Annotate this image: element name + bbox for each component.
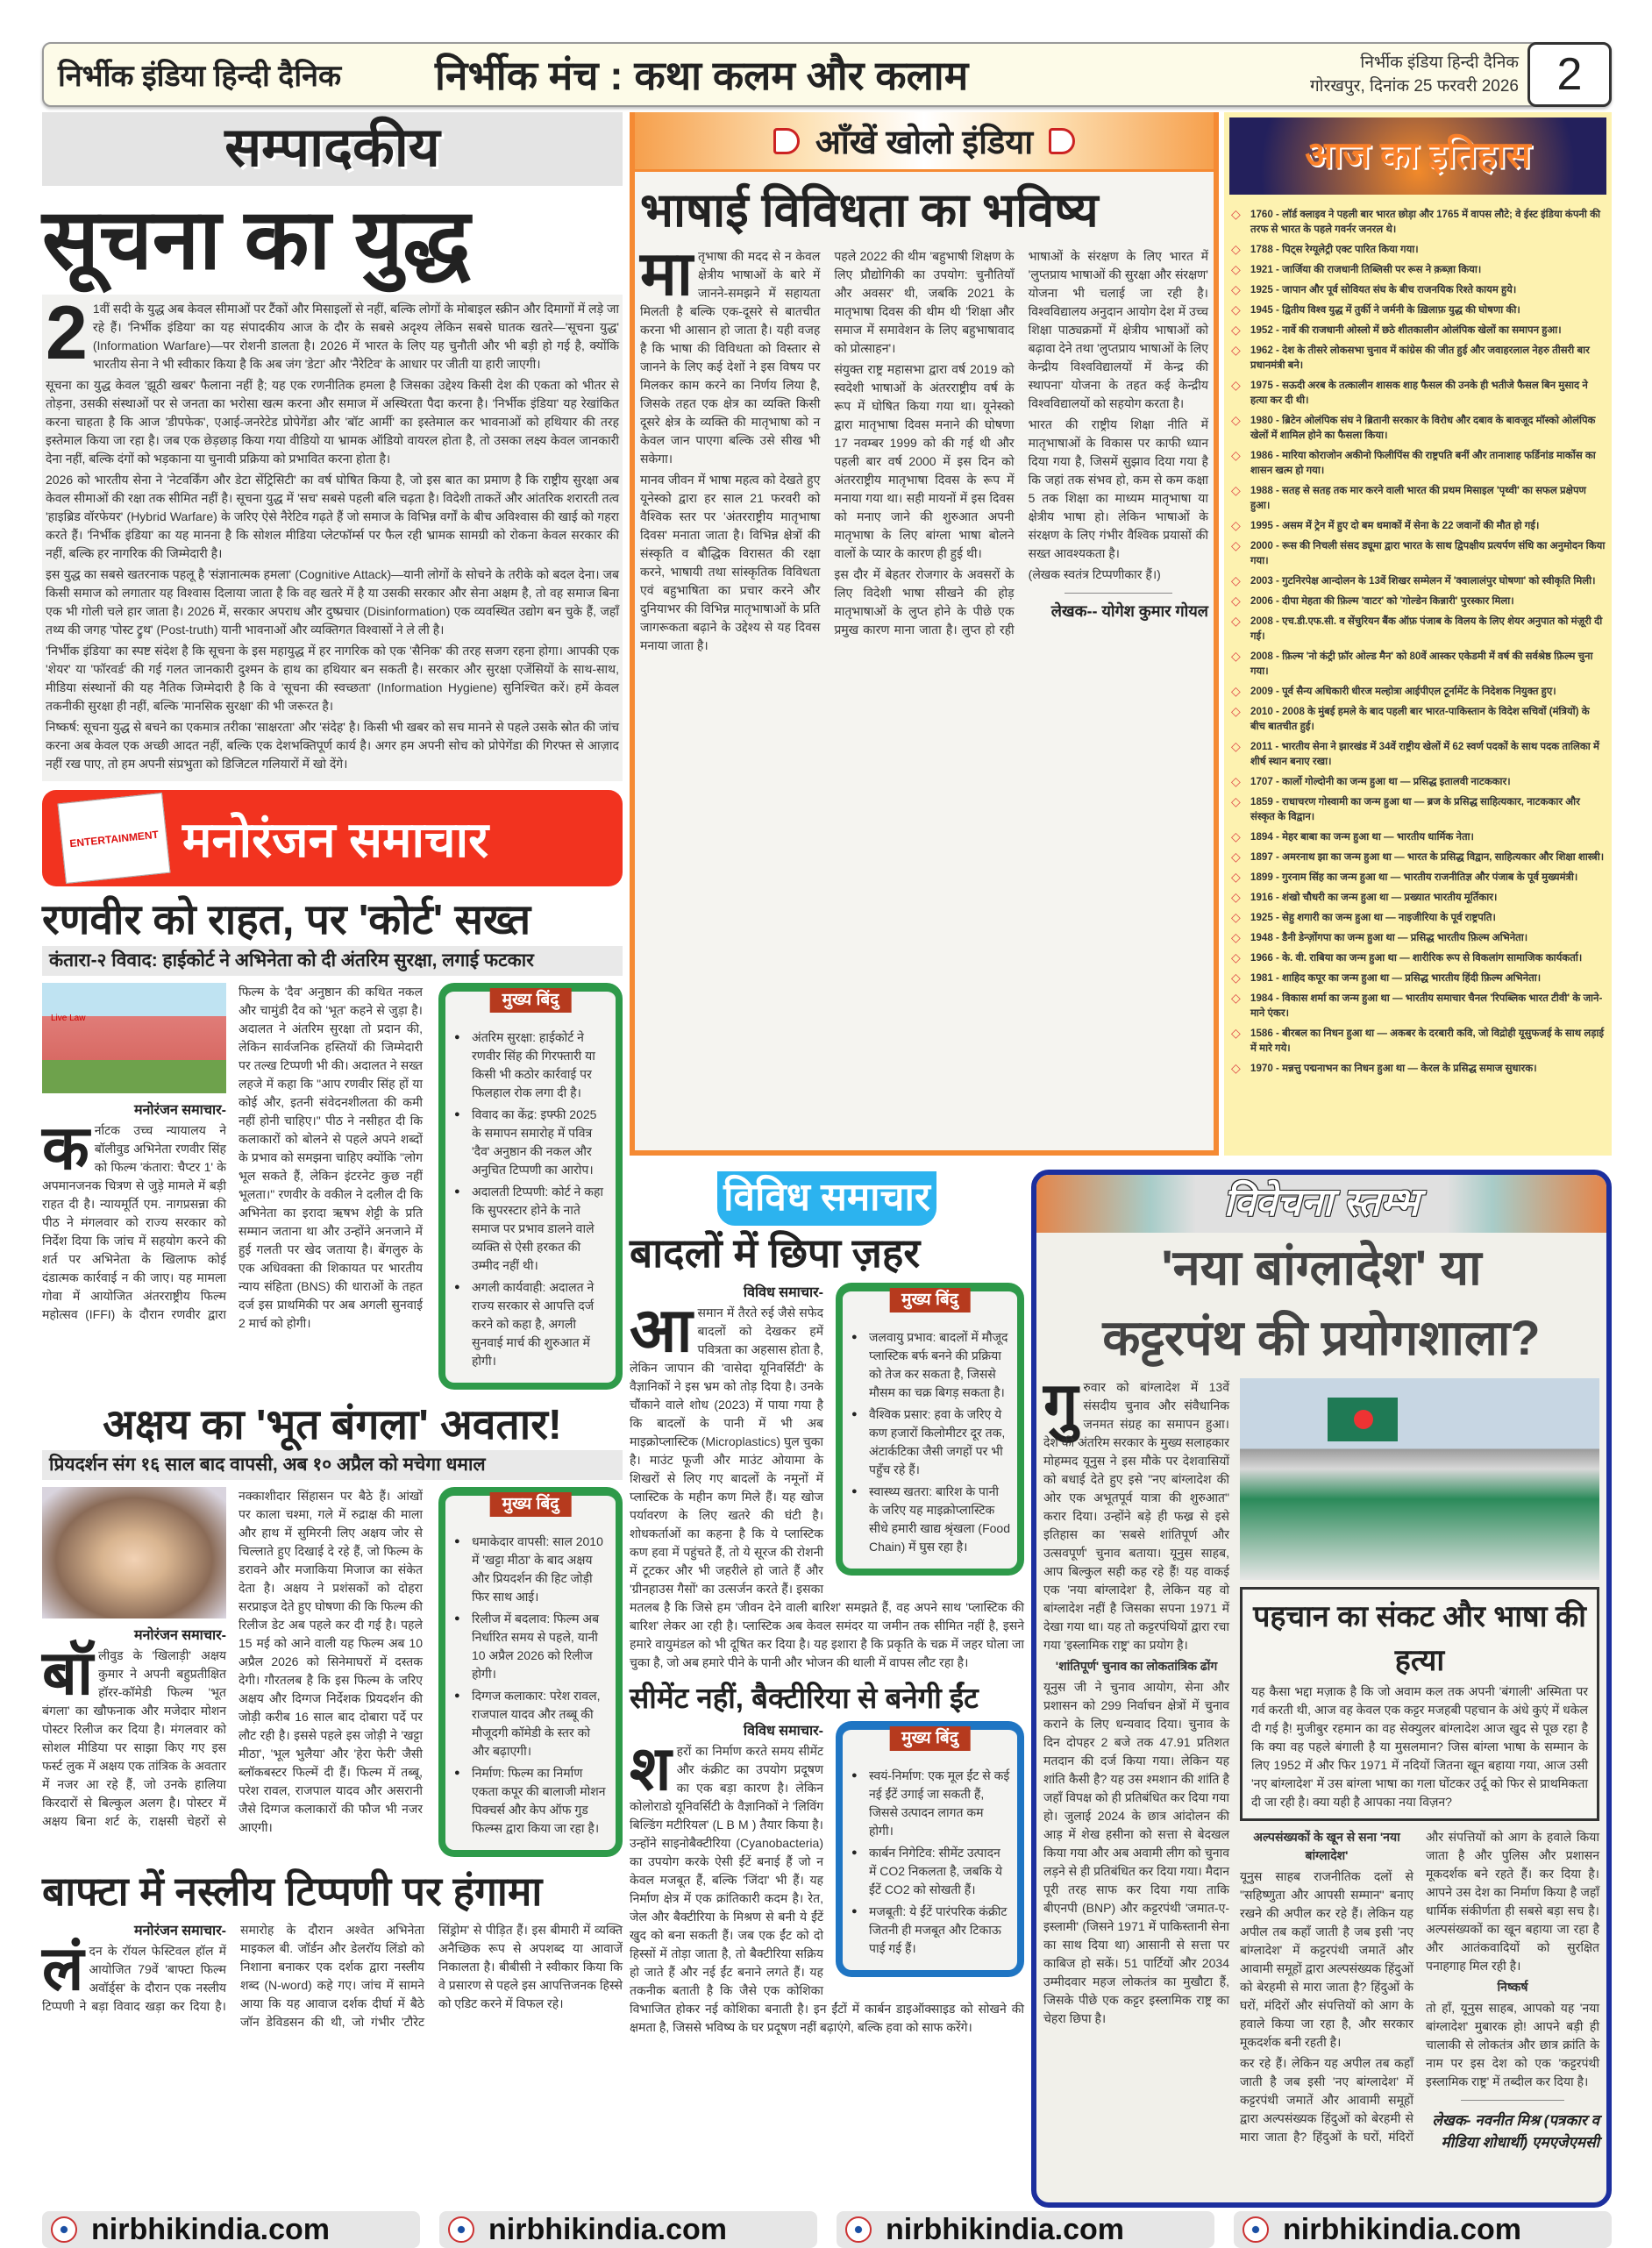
list-item: ◇ 1788 - पिट्स रेग्यूलेट्री एक्ट पारित किया गया। (1229, 242, 1606, 257)
paragraph: इस दौर में बेहतर रोजगार के अवसरों के लिए विदेशी भाषा सीखने की होड़ मातृभाषाओं के लुप्त होने के पीछे एक प्रमुख कारण माना जाता है। लुप्त हो रही भाषाओं के संरक्षण के लिए भारत में 'लुप्तप्राय भाषाओं की सुरक्षा और संरक्षण' योजना भी चलाई जा रही है। विश्वविद्यालय अनुदान आयोग देश में उच्च शिक्षा पाठ्यक्रमों में क्षेत्रीय भाषाओं को बढ़ावा देने तथा 'लुप्तप्राय भाषाओं के लिए केन्द्रीय विश्वविद्यालयों में केन्द्र की स्थापना' योजना के तहत कई केन्द्रीय विश्वविद्यालयों को सहयोग करता है। (834, 249, 1208, 637)
list-item: ● दिग्गज कलाकार: परेश रावल, राजपाल यादव और तब्बू की मौजूदगी कॉमेडी के स्तर को और बढ़ाएगी। (452, 1687, 609, 1761)
paragraph: मानव जीवन में भाषा महत्व को देखते हुए यूनेस्को द्वारा हर साल 21 फरवरी को वैश्विक स्तर पर 'अंतरराष्ट्रीय मातृभाषा दिवस' मनाता जाता है। विभिन्न क्षेत्रों की संस्कृति व बौद्धिक विरासत की रक्षा करने, भाषायी तथा सांस्कृतिक विविधता एवं बहुभाषिता का प्रचार करने और दुनियाभर की विभिन्न मातृभाषाओं के प्रति जागरूकता बढ़ाने के उद्देश्य से यह दिवस मनाया जाता है। (640, 473, 821, 652)
opinion-headline: भाषाई विविधता का भविष्य (640, 184, 1099, 237)
opinion-body (640, 239, 1208, 655)
paragraph: पहले 2022 की थीम 'बहुभाषी शिक्षण के लिए प्रौद्योगिकी का उपयोग: चुनौतियाँ और अवसर' थी, जबकि 2021 के मातृभाषा दिवस की थीम थी 'शिक्षा और समाज में समावेशन के लिए बहुभाषावाद को प्रोत्साहन'। (834, 249, 1015, 355)
list-item: ◇ 1925 - जापान और पूर्व सोवियत संघ के बीच राजनयिक रिश्ते कायम हुये। (1229, 282, 1606, 297)
paragraph: रुवार को बांग्लादेश में 13वें संसदीय चुनाव और संवैधानिक जनमत संग्रह का समापन हुआ। देश की अंतरिम सरकार के मुख्य सलाहकार मोहम्मद यूनुस ने इस मौके पर देशवासियों को बधाई देते हुए इसे "नए बांग्लादेश की ओर एक अभूतपूर्व यात्रा की शुरुआत" करार दिया। उन्होंने बड़े ही फख्र से इसे इतिहास का 'सबसे शांतिपूर्ण और उत्सवपूर्ण' चुनाव बताया। यूनुस साहब, आप बिल्कुल सही कह रहे हैं! यह वाकई एक 'नया बांग्लादेश' है, लेकिन यह वो बांग्लादेश नहीं है जिसका सपना 1971 में देखा गया था। यह तो कट्टरपंथियों द्वारा रचा गया 'इस्लामिक राष्ट्र' का प्रयोग है। (1043, 1380, 1229, 1652)
list-item: ◇ 1986 - मारिया कोराजोन अकीनो फिलीपिंस की राष्ट्रपति बनीं और तानाशाह फर्डिनांड मार्कोस का शासन खत्म हो गया। (1229, 448, 1606, 478)
misc-section (630, 1170, 1024, 2208)
article-body (42, 983, 423, 1333)
ranveer-court-photo (42, 983, 226, 1093)
paper-name: निर्भीक इंडिया हिन्दी दैनिक (58, 60, 342, 93)
list-item: ● निर्माण: फिल्म का निर्माण एकता कपूर की बालाजी मोशन पिक्चर्स और केप ऑफ गुड फिल्म्स द्वारा किया जा रहा है। (452, 1764, 609, 1838)
list-item: ◇ 1921 - जार्जिया की राजधानी तिब्लिसी पर रूस ने क़ब्ज़ा किया। (1229, 262, 1606, 277)
subheading: अल्पसंख्यकों के खून से सना 'नया बांग्लादेश' (1253, 1830, 1400, 1862)
dropcap: गु (1043, 1370, 1079, 1439)
list-item: ◇ 1925 - सेहु शगारी का जन्म हुआ था — नाइजीरिया के पूर्व राष्ट्रपति। (1229, 910, 1606, 925)
article-headline: बाफ्टा में नस्लीय टिप्पणी पर हंगामा (42, 1868, 543, 1915)
vivechana-title: विवेचना स्तम्भ (1223, 1181, 1420, 1224)
paragraph: इस युद्ध का सबसे खतरनाक पहलू है 'संज्ञानात्मक हमला' (Cognitive Attack)—यानी लोगों के सोचने के तरीके को बदल देना। जब किसी समाज को लगातार यह विश्वास दिलाया जाता है कि वह खतरे में है या उसकी सरकार और सेना अक्षम है, तो वह समाज बिना एक भी गोली चले हार जाता है। 2026 में, सरकार अपराध और दुष्प्रचार (Disinformation) एक व्यवस्थित उद्योग बन चुके हैं, जहाँ तथ्य की जगह 'पोस्ट ट्रुथ' (Post-truth) यानी भावनाओं और व्यक्तिगत विश्वासों ने ले ली है। (46, 567, 619, 637)
vivechana-body (1036, 1370, 1606, 2153)
history-banner (1229, 117, 1606, 195)
vivechana-banner (1036, 1175, 1606, 1233)
list-item: ◇ 2006 - दीपा मेहता की फ़िल्म 'वाटर' को 'गोल्डेन किन्नारी' पुरस्कार मिला। (1229, 594, 1606, 608)
list-item: ◇ 1894 - मेहर बाबा का जन्म हुआ था — भारतीय धार्मिक नेता। (1229, 829, 1606, 844)
paragraph: संयुक्त राष्ट्र महासभा द्वारा वर्ष 2019 को स्वदेशी भाषाओं के अंतरराष्ट्रीय वर्ष के रूप में घोषित किया गया था। यूनेस्को द्वारा मातृभाषा दिवस मनाने की घोषणा 17 नवम्बर 1999 को की गई थी और पहली बार वर्ष 2000 में इस दिन को अंतरराष्ट्रीय मातृभाषा दिवस के रूप में मनाया गया था। सही मायनों में इस दिवस को मनाए जाने की शुरुआत अपनी मातृभाषा के लिए बांग्ला भाषा बोलने वालों के प्यार के कारण ही हुई थी। (834, 362, 1015, 560)
right-region (630, 112, 1612, 2208)
vivechana-section (1031, 1170, 1612, 2208)
key-points-list (850, 1328, 1010, 1556)
opinion-section (630, 112, 1219, 1156)
article-dateline: मनोरंजन समाचार- (133, 1102, 226, 1118)
article-headline: अक्षय का 'भूत बंगला' अवतार! (103, 1401, 562, 1448)
list-item: ● अंतरिम सुरक्षा: हाईकोर्ट ने रणवीर सिंह की गिरफ्तारी या किसी भी कठोर कार्रवाई पर फिलहाल रोक लगा दी है। (452, 1028, 609, 1102)
upper-row (630, 112, 1612, 1156)
key-points-list (452, 1533, 609, 1838)
list-item: ● धमाकेदार वापसी: साल 2010 में 'खट्टा मीठा' के बाद अक्षय और प्रियदर्शन की हिट जोड़ी फिर साथ आई। (452, 1533, 609, 1606)
footer-site: nirbhikindia.com (91, 2213, 331, 2246)
list-item: ◇ 1975 - सऊदी अरब के तत्कालीन शासक शाह फैसल की उनके ही भतीजे फैसल बिन मुसाद ने हत्या कर दी थी। (1229, 378, 1606, 408)
list-item: ● वैश्विक प्रसार: हवा के जरिए ये कण हजारों किलोमीटर दूर तक, अंटार्कटिका जैसी जगहों पर भी पहुँच रहे हैं। (850, 1405, 1010, 1479)
misc-article-body (630, 1283, 1024, 1672)
history-title: आज का इतिहास (1305, 134, 1531, 175)
editorial-body (42, 291, 623, 781)
opinion-paragraphs (640, 239, 1208, 655)
misc-article-body (630, 1721, 1024, 2037)
list-item: ◇ 1586 - बीरबल का निधन हुआ था — अकबर के दरबारी कवि, जो विद्रोही यूसुफजई के साथ लड़ाई में मारे गये। (1229, 1026, 1606, 1056)
list-item: ● अगली कार्यवाही: अदालत ने राज्य सरकार से आपत्ति दर्ज करने को कहा है, अगली सुनवाई मार्च की शुरुआत में होगी। (452, 1278, 609, 1370)
list-item: ● कार्बन निगेटिव: सीमेंट उत्पादन में CO2 निकलता है, जबकि ये ईंटें CO2 को सोखती हैं। (850, 1844, 1010, 1899)
right-paper-name: निर्भीक इंडिया हिन्दी दैनिक (1360, 53, 1519, 72)
list-item: ◇ 1859 - राधाचरण गोस्वामी का जन्म हुआ था — ब्रज के प्रसिद्ध साहित्यकार, नाटककार और संस्कृत के विद्वान। (1229, 794, 1606, 824)
key-points-title: मुख्य बिंदु (889, 1726, 971, 1751)
list-item: ◇ 1916 - शंखो चौधरी का जन्म हुआ था — प्रख्यात भारतीय मूर्तिकार। (1229, 890, 1606, 905)
paragraph: 2026 को भारतीय सेना ने 'नेटवर्किंग और डेटा सेंट्रिसिटी' का वर्ष घोषित किया है, जो इस बात का प्रमाण है कि राष्ट्रीय सुरक्षा अब केवल सीमाओं की रक्षा तक सीमित नहीं है। सूचना युद्ध में 'सच' सबसे पहली बलि चढ़ता है। विदेशी ताकतें और आंतरिक शरारती तत्व 'हाइब्रिड वॉरफेयर' (Hybrid Warfare) के जरिए ऐसे नैरेटिव गढ़ते हैं जो समाज के विभिन्न वर्गों के बीच अविश्वास की खाई को गहरा करते हैं। 'निर्भीक इंडिया' का यह मानना है कि सोशल मीडिया प्लेटफॉर्म्स पर फैल रही भ्रामक सामग्री को रोकना केवल सरकार की नहीं, बल्कि हर नागरिक की जिम्मेदारी है। (46, 473, 619, 560)
dropcap: क (42, 1113, 89, 1182)
key-points-box (836, 1721, 1024, 1977)
list-item: ◇ 1984 - विकास शर्मा का जन्म हुआ था — भारतीय समाचार चैनल 'रिपब्लिक भारत टीवी' के जाने-माने एंकर। (1229, 991, 1606, 1021)
misc-headline: सीमेंट नहीं, बैक्टीरिया से बनेगी ईंट (630, 1682, 979, 1715)
article-text: र्नाटक उच्च न्यायालय ने बॉलीवुड अभिनेता रणवीर सिंह को फिल्म 'कंतारा: चैप्टर 1' के अपमानजनक चित्रण से जुड़े मामले में बड़ी राहत दी है। न्यायमूर्ति एम. नागप्रसन्ना की पीठ ने मंगलवार को राज्य सरकार को निर्देश दिया कि जांच में सहयोग करने की शर्त पर अभिनेता के खिलाफ कोई दंडात्मक कार्रवाई न की जाए। यह मामला गोवा में आयोजित अंतरराष्ट्रीय फिल्म महोत्सव (IFFI) के दौरान रणवीर द्वारा फिल्म के 'दैव' अनुष्ठान की कथित नकल और चामुंडी दैव को 'भूत' कहने से जुड़ा है। अदालत ने अंतरिम सुरक्षा तो प्रदान की, लेकिन सार्वजनिक हस्तियों की जिम्मेदारी पर तल्ख टिप्पणी भी की। अदालत ने सख्त लहजे में कहा कि "आप रणवीर सिंह हों या कोई और, इतनी संवेदनशीलता की कमी नहीं होनी चाहिए।" पीठ ने नसीहत दी कि कलाकारों को बोलने से पहले अपने शब्दों के प्रभाव को समझना चाहिए क्योंकि "लोग भूल सकते हैं, लेकिन इंटरनेट कुछ नहीं भूलता।" रणवीर के वकील ने दलील दी कि अभिनेता का इरादा ऋषभ शेट्टी के प्रति सम्मान जताना था और उन्होंने अनजाने में हुई गलती पर खेद जताया है। बेंगलुरु के एक अधिवक्ता की शिकायत पर भारतीय न्याय संहिता (BNS) की धाराओं के तहत दर्ज इस प्राथमिकी पर अब अगली सुनवाई 2 मार्च को होगी। (42, 984, 423, 1330)
vivechana-headline-2: कट्टरपंथ की प्रयोगशाला? (1102, 1310, 1541, 1365)
list-item: ◇ 1981 - शाहिद कपूर का जन्म हुआ था — प्रसिद्ध भारतीय हिंदी फ़िल्म अभिनेता। (1229, 971, 1606, 985)
misc-banner: विविध समाचार (717, 1171, 936, 1226)
key-points-title: मुख्य बिंदु (889, 1288, 971, 1313)
footer-site: nirbhikindia.com (1283, 2213, 1522, 2246)
identity-crisis-box (1240, 1587, 1599, 1821)
list-item: ◇ 2010 - 2008 के मुंबई हमले के बाद पहली बार भारत-पाकिस्तान के विदेश सचिवों (मंत्रियों) के बीच बातचीत हुई। (1229, 704, 1606, 734)
paragraph: तो हाँ, यूनुस साहब, आपको यह 'नया बांग्लादेश' मुबारक हो! आपने बड़ी ही चालाकी से लोकतंत्र और छात्र क्रांति के नाम पर इस देश को एक 'कट्टरपंथी इस्लामिक राष्ट्र' में तब्दील कर दिया है। (1426, 2001, 1599, 2088)
list-item: ● स्वयं-निर्माण: एक मूल ईंट से कई नई ईंटें उगाई जा सकती हैं, जिससे उत्पादन लागत कम होगी। (850, 1767, 1010, 1840)
list-item: ◇ 1945 - द्वितीय विश्व युद्ध में तुर्की ने जर्मनी के ख़िलाफ़ युद्ध की घोषणा की। (1229, 302, 1606, 317)
list-item: ◇ 2008 - फ़िल्म 'नो कंट्री फ़ॉर ओल्ड मैन' को 80वें आस्कर एकेडमी में वर्ष की सर्वश्रेष्ठ फ़िल्म चुना गया। (1229, 649, 1606, 679)
subheading: 'शांतिपूर्ण' चुनाव का लोकतांत्रिक ढोंग (1055, 1659, 1218, 1673)
paragraph: कर रहे हैं। लेकिन यह अपील तब कहाँ जाती है जब इसी 'नए बांग्लादेश' में कट्टरपंथी जमातें और आवामी समूहों द्वारा अल्पसंख्यक हिंदुओं को बेरहमी से मारा जाता है? हिंदुओं के घरों, मंदिरों और संपत्तियों को आग के हवाले किया जाता है और पुलिस और प्रशासन मूकदर्शक बने रहते हैं। कर दिया है। आपने उस देश का निर्माण किया है जहाँ धार्मिक संकीर्णता ही सबसे बड़ा सच है। अल्पसंख्यकों का खून बहाया जा रहा है और आतंकवादियों को सुरक्षित पनाहगाह मिल रही है। (1240, 1830, 1599, 2144)
list-item: ◇ 2000 - रूस की निचली संसद ड्यूमा द्वारा भारत के साथ द्विपक्षीय प्रत्यर्पण संधि का अनुमोदन किया गया। (1229, 538, 1606, 568)
paragraph: यूनुस जी ने चुनाव आयोग, सेना और प्रशासन को 299 निर्वाचन क्षेत्रों में चुनाव कराने के लिए धन्यवाद दिया। चुनाव के दिन दोपहर 2 बजे तक 47.91 प्रतिशत मतदान की दर्ज किया गया। लेकिन यह शांति कैसी है? यह उस श्मशान की शांति है जहाँ विपक्ष को ही प्रतिबंधित कर दिया गया हो। जुलाई 2024 के छात्र आंदोलन की आड़ में शेख हसीना को सत्ता से बेदखल किया गया और अब अवामी लीग को चुनाव लड़ने से ही प्रतिबंधित कर दिया गया। मैदान पूरी तरह साफ कर दिया गया ताकि बीएनपी (BNP) और कट्टरपंथी 'जमात-ए-इस्लामी' (जिसने 1971 में पाकिस्तानी सेना का साथ दिया था) आसानी से सत्ता पर काबिज हो सकें। 51 पार्टियों और 2034 उम्मीदवार महज लोकतंत्र का मुखौटा हैं, जिसके पीछे एक कट्टर इस्लामिक राष्ट्र का चेहरा छिपा है। (1043, 1680, 1229, 2025)
list-item: ◇ 1970 - मन्नत्तु पद्मनाभन का निधन हुआ था — केरल के प्रसिद्ध समाज सुधारक। (1229, 1061, 1606, 1076)
vivechana-columns (1240, 1828, 1599, 2153)
paragraph: 'निर्भीक इंडिया' का स्पष्ट संदेश है कि सूचना के इस महायुद्ध में हर नागरिक को एक 'सैनिक' की तरह सजग रहना होगा। आपकी एक 'शेयर' या 'फॉरवर्ड' की गई गलत जानकारी दुश्मन के हाथ का हथियार बन सकती है। सरकार और सुरक्षा एजेंसियों के साथ-साथ, मीडिया संस्थानों की यह नैतिक जिम्मेदारी है कि वे 'सूचना की स्वच्छता' (Information Hygiene) सुनिश्चित करें। हमें केवल तकनीकी सुरक्षा ही नहीं, बल्कि 'मानसिक सुरक्षा' की भी जरूरत है। (46, 644, 619, 713)
left-column (42, 112, 623, 2208)
divider (1461, 2100, 1565, 2101)
article-subhead: प्रियदर्शन संग १६ साल बाद वापसी, अब १० अप्रैल को मचेगा धमाल (42, 1450, 623, 1480)
article-dateline: विविध समाचार- (743, 1285, 823, 1301)
article-dateline: मनोरंजन समाचार- (133, 1628, 226, 1644)
paragraph: तृभाषा की मदद से न केवल क्षेत्रीय भाषाओं के बारे में जानने-समझने में सहायता मिलती है बल्कि एक-दूसरे से बातचीत करना भी आसान हो जाता है। यही वजह है कि भाषा की विविधता को विस्तार से जानने के लिए कई देशों ने इस विषय पर मिलकर काम करने का निर्णय लिया है, जिसके तहत एक क्षेत्र का व्यक्ति किसी दूसरे क्षेत्र के व्यक्ति की मातृभाषा को न केवल जान पाएगा बल्कि उसे सीख भी सकेगा। (640, 249, 821, 466)
footer-site-link[interactable] (42, 2211, 420, 2248)
article-row (42, 983, 623, 1390)
box-headline: पहचान का संकट और भाषा की हत्या (1253, 1600, 1586, 1677)
key-points-list (452, 1028, 609, 1370)
editorial-paragraphs (46, 291, 619, 773)
vivechana-author: लेखक- नवनीत मिश्र (पत्रकार व मीडिया शोधार्थी) एमएजेएमसी (1432, 2112, 1599, 2151)
list-item: ◇ 2003 - गुटनिरपेक्ष आन्दोलन के 13वें शिखर सम्मेलन में 'क्वालालंपुर घोषणा' को स्वीकृति मिली। (1229, 573, 1606, 588)
dropcap: लं (42, 1934, 84, 2003)
list-item: ◇ 1966 - के. वी. राबिया का जन्म हुआ था — शारीरिक रूप से विकलांग सामाजिक कार्यकर्ता। (1229, 950, 1606, 965)
akshay-poster-photo (42, 1487, 226, 1618)
paragraph: (लेखक स्वतंत्र टिप्पणीकार हैं।) (1028, 567, 1161, 581)
list-item: ◇ 1980 - ब्रिटेन ओलंपिक संघ ने ब्रितानी सरकार के विरोध और दबाव के बावजूद मॉस्को ओलंपिक खेलों में शामिल होने का फैसला किया। (1229, 413, 1606, 443)
article-body (42, 1921, 623, 2031)
footer-site-link[interactable] (439, 2211, 817, 2248)
masthead (42, 42, 1612, 107)
list-item: ◇ 1988 - सतह से सतह तक मार करने वाली भारत की प्रथम मिसाइल 'पृथ्वी' का सफल प्रक्षेपण हुआ। (1229, 483, 1606, 513)
list-item: ◇ 2009 - पूर्व सैन्य अधिकारी धीरज मल्होत्रा आईपीएल टूर्नामेंट के निदेशक नियुक्त हुए। (1229, 684, 1606, 699)
article-row (42, 1487, 623, 1857)
list-item: ◇ 1760 - लॉर्ड क्लाइव ने पहली बार भारत छोड़ा और 1765 में वापस लौटे; वे ईस्ट इंडिया कंपनी की तरफ से भारत के पहले गवर्नर जनरल थे। (1229, 207, 1606, 237)
list-item: ◇ 1707 - कार्लो गोल्दोनी का जन्म हुआ था — प्रसिद्ध इतालवी नाटककार। (1229, 774, 1606, 789)
editorial-headline: सूचना का युद्ध (42, 193, 471, 287)
list-item: ◇ 2008 - एच.डी.एफ.सी. व सेंचुरियन बैंक ऑफ़ पंजाब के विलय के लिए शेयर अनुपात को मंज़ूरी दी गई। (1229, 614, 1606, 644)
photo-watermark: Live Law (51, 1013, 86, 1023)
paragraph: भारत की राष्ट्रीय शिक्षा नीति में मातृभाषाओं के विकास पर काफी ध्यान दिया गया है, जिसमें सुझाव दिया गया है कि जहां तक संभव हो, कम से कम कक्षा 5 तक शिक्षा का माध्यम मातृभाषा या क्षेत्रीय भाषा हो। लेकिन भाषाओं के संरक्षण के लिए गंभीर वैश्विक प्रयासों की सख्त आवश्यकता है। (1028, 417, 1208, 560)
list-item: ● स्वास्थ्य खतरा: बारिश के पानी के जरिए यह माइक्रोप्लास्टिक सीधे हमारी खाद्य श्रृंखला (Food Chain) में घुस रहा है। (850, 1483, 1010, 1556)
list-item: ◇ 1899 - गुरनाम सिंह का जन्म हुआ था — भारतीय राजनीतिज्ञ और पंजाब के पूर्व मुख्यमंत्री। (1229, 870, 1606, 885)
paragraph: यूनुस साहब राजनीतिक दलों से "सहिष्णुता और आपसी सम्मान" बनाए रखने की अपील कर रहे हैं। लेकिन यह अपील तब कहाँ जाती है जब इसी 'नए बांग्लादेश' में कट्टरपंथी जमातें और आवामी समूहों द्वारा अल्पसंख्यक हिंदुओं को बेरहमी से मारा जाता है? हिंदुओं के घरों, मंदिरों और संपत्तियों को आग के हवाले किया जा रहा है, और सरकार मूकदर्शक बनी रहती है। (1240, 1869, 1413, 2049)
paragraph: निष्कर्ष: सूचना युद्ध से बचने का एकमात्र तरीका 'साक्षरता' और 'संदेह' है। किसी भी खबर को सच मानने से पहले उसके स्रोत की जांच करना अब केवल एक अच्छी आदत नहीं, बल्कि एक देशभक्तिपूर्ण कार्य है। अगर हम अपनी सोच को प्रोपेगेंडा की गिरफ्त से आज़ाद नहीं रख पाए, तो हम अपनी संप्रभुता को डिजिटल गलियारों में खो देंगे। (46, 720, 619, 771)
paragraph: 1वीं सदी के युद्ध अब केवल सीमाओं पर टैंकों और मिसाइलों से नहीं, बल्कि लोगों के मोबाइल स्क्रीन और दिमागों में लड़े जा रहे हैं। 'निर्भीक इंडिया' का यह संपादकीय आज के दौर के सबसे अदृश्य लेकिन सबसे घातक खतरे—'सूचना युद्ध' (Information Warfare)—पर रोशनी डालता है। 2026 में भारत के लिए यह चुनौती और भी बड़ी हो गई है, क्योंकि भारतीय सेना ने भी स्वीकार किया है कि अब जंग 'डेटा' और 'नैरेटिव' के आधार पर जीती या हारी जाएगी। (92, 302, 619, 371)
page-title: निर्भीक मंच : कथा कलम और कलाम (435, 53, 969, 98)
footer-site-link[interactable] (1234, 2211, 1612, 2248)
vivechana-headline-1: 'नया बांग्लादेश' या (1161, 1240, 1482, 1295)
article-text: दन के रॉयल फेस्टिवल हॉल में आयोजित 79वें 'बाफ्टा फिल्म अवॉर्ड्स' के दौरान एक नस्लीय टिप्पणी ने बड़ा विवाद खड़ा कर दिया है। समारोह के दौरान अश्वेत अभिनेता माइकल बी. जॉर्डन और डेलरॉय लिंडो को निशाना बनाकर एक दर्शक द्वारा नस्लीय शब्द (N-word) कहे गए। जांच में सामने आया कि यह आवाज दर्शक दीर्घा में बैठे जॉन डेविडसन की थी, जो गंभीर 'टौरेट सिंड्रोम' से पीड़ित हैं। इस बीमारी में व्यक्ति अनैच्छिक रूप से अपशब्द या आवाजें निकालता है। बीबीसी ने स्वीकार किया कि वे प्रसारण से पहले इस आपत्तिजनक हिस्से को एडिट करने में विफल रहे। (42, 1923, 623, 2030)
list-item: ● अदालती टिप्पणी: कोर्ट ने कहा कि सुपरस्टार होने के नाते समाज पर प्रभाव डालने वाले व्यक्ति से ऐसी हरकत की उम्मीद नहीं थी। (452, 1183, 609, 1275)
key-points-list (850, 1767, 1010, 1958)
entertainment-logo: ENTERTAINMENT (58, 793, 171, 884)
megaphone-icon (773, 128, 800, 154)
opinion-banner-title: आँखें खोलो इंडिया (815, 124, 1034, 161)
vivechana-column-1 (1043, 1370, 1229, 2153)
key-points-box (438, 983, 623, 1390)
misc-headline: बादलों में छिपा ज़हर (630, 1230, 921, 1276)
list-item: ◇ 1995 - असम में ट्रेन में हुए दो बम धमाकों में सेना के 22 जवानों की मौत हो गई। (1229, 518, 1606, 533)
masthead-info (1310, 51, 1519, 98)
list-item: ◇ 1948 - डैनी डेन्ज़ोंगपा का जन्म हुआ था — प्रसिद्ध भारतीय फ़िल्म अभिनेता। (1229, 930, 1606, 945)
dropcap: मा (640, 239, 693, 308)
paragraph: सूचना का युद्ध केवल 'झूठी खबर' फैलाना नहीं है; यह एक रणनीतिक हमला है जिसका उद्देश्य किसी देश की एकता को भीतर से तोड़ना, उसकी संस्थाओं पर से जनता का भरोसा खत्म करना और समाज में अस्थिरता पैदा करना है। 'निर्भीक इंडिया' यह रेखांकित करना चाहता है कि आज 'डीपफेक', एआई-जनरेटेड प्रोपेगेंडा और 'बॉट आर्मी' का इस्तेमाल कर भावनाओं को हथियार की तरह इस्तेमाल किया जा रहा है। जब एक छेड़छाड़ किया गया वीडियो या भ्रामक ऑडियो वायरल होता है, तो उसका लक्ष्य केवल जानकारी देना नहीं, बल्कि दंगों को भड़काना या चुनावी प्रक्रिया को प्रभावित करना होता है। (46, 378, 619, 466)
entertainment-banner (42, 790, 623, 886)
footer (42, 2211, 1612, 2248)
article-text: लीवुड के 'खिलाड़ी' अक्षय कुमार ने अपनी बहुप्रतीक्षित हॉरर-कॉमेडी फिल्म 'भूत बंगला' का खौफनाक और मजेदार मोशन पोस्टर रिलीज कर दिया है। मंगलवार को सोशल मीडिया पर साझा किए गए इस फर्स्ट लुक में अक्षय एक तांत्रिक के अवतार में नजर आ रहे हैं, जो उनके हालिया किरदारों से बिल्कुल अलग है। पोस्टर में अक्षय बिना शर्ट के, राक्षसी चेहरों से नक्काशीदार सिंहासन पर बैठे हैं। आंखों पर काला चश्मा, गले में रुद्राक्ष की माला और हाथ में सुमिरनी लिए अक्षय जोर से चिल्लाते हुए दिखाई दे रहे हैं, जो फिल्म के डरावने और मजाकिया मिजाज का संकेत देता है। अक्षय ने प्रशंसकों को दोहरा सरप्राइज देते हुए घोषणा की कि फिल्म की रिलीज डेट अब पहले कर दी गई है। पहले 15 मई को आने वाली यह फिल्म अब 10 अप्रैल 2026 को सिनेमाघरों में दस्तक देगी। गौरतलब है कि इस फिल्म के जरिए अक्षय और दिग्गज निर्देशक प्रियदर्शन की जोड़ी करीब 16 साल बाद दोबारा पर्दे पर लौट रही है। इससे पहले इस जोड़ी ने 'खट्टा मीठा', 'भूल भुलैया' और 'हेरा फेरी' जैसी ब्लॉकबस्टर फिल्में दी हैं। फिल्म में तब्बू, परेश रावल, राजपाल यादव और असरानी जैसे दिग्गज कलाकारों की फौज भी नजर आएगी। (42, 1489, 423, 1835)
box-text: यह कैसा भद्दा मज़ाक है कि जो अवाम कल तक अपनी 'बंगाली' अस्मिता पर गर्व करती थी, आज वह केवल एक कट्टर मजहबी पहचान के अंधे कुएं में धकेल दी गई है! मुजीबुर रहमान का वह सेक्युलर बांग्लादेश आज खुद से पूछ रहा है कि क्या वह पहले बंगाली है या मुसलमान? जिस बांग्ला भाषा के सम्मान के लिए 1952 में और फिर 1971 में नदियों जितना खून बहाया गया, आज उसी 'नए बांग्लादेश' में उस बांग्ला भाषा का गला घोंटकर उर्दू को फिर से प्राथमिकता दी जा रही है। क्या यही है आपका नया विज़न? (1251, 1684, 1588, 1809)
history-list (1229, 207, 1606, 1076)
key-points-box (836, 1283, 1024, 1576)
opinion-author: लेखक-- योगेश कुमार गोयल (1050, 602, 1208, 620)
page-body (42, 112, 1612, 2208)
key-points-title: मुख्य बिंदु (490, 988, 572, 1013)
article-body (42, 1487, 423, 1837)
article-text: हरों का निर्माण करते समय सीमेंट और कंक्रीट का उपयोग प्रदूषण का एक बड़ा कारण है। लेकिन कोलोराडो यूनिवर्सिटी के वैज्ञानिकों ने 'लिविंग बिल्डिंग मटीरियल' (L B M ) तैयार किया है। उन्होंने साइनोबैक्टीरिया (Cyanobacteria) का उपयोग करके ऐसी ईंटें बनाई हैं जो न केवल मजबूत हैं, बल्कि 'जिंदा' भी हैं। यह निर्माण क्षेत्र में एक क्रांतिकारी कदम है। रेत, जेल और बैक्टीरिया के मिश्रण से बनी ये ईंटें खुद को बना सकती हैं। जब एक ईंट को दो हिस्सों में तोड़ा जाता है, तो बैक्टीरिया सक्रिय हो जाते हैं और नई ईंट बनाने लगते हैं। यह तकनीक बताती है कि जैसे एक कोशिका विभाजित होकर नई कोशिका बनाती है। इन ईंटों में कार्बन डाइऑक्साइड को सोखने की क्षमता है, जिससे भविष्य के घर प्रदूषण नहीं बढ़ाएंगे, बल्कि हवा को साफ करेंगे। (630, 1743, 1024, 2034)
lower-row (630, 1170, 1612, 2208)
footer-site: nirbhikindia.com (886, 2213, 1125, 2246)
article-headline: रणवीर को राहत, पर 'कोर्ट' सख्त (42, 897, 531, 943)
article-dateline: मनोरंजन समाचार- (133, 1924, 226, 1939)
list-item: ● विवाद का केंद्र: इफ्फी 2025 के समापन समारोह में पवित्र 'दैव' अनुष्ठान की नकल और अनुचित टिप्पणी का आरोप। (452, 1106, 609, 1179)
article-subhead: कंतारा-२ विवाद: हाईकोर्ट ने अभिनेता को दी अंतरिम सुरक्षा, लगाई फटकार (42, 946, 623, 976)
dropcap: आ (630, 1296, 693, 1365)
footer-site: nirbhikindia.com (488, 2213, 728, 2246)
list-item: ● रिलीज में बदलाव: फिल्म अब निर्धारित समय से पहले, यानी 10 अप्रैल 2026 को रिलीज होगी। (452, 1610, 609, 1683)
list-item: ◇ 1962 - देश के तीसरे लोकसभा चुनाव में कांग्रेस की जीत हुई और जवाहरलाल नेहरु तीसरी बार प्रधानमंत्री बने। (1229, 343, 1606, 373)
list-item: ● जलवायु प्रभाव: बादलों में मौजूद प्लास्टिक बर्फ बनने की प्रक्रिया को तेज कर सकता है, जिससे मौसम का चक्र बिगड़ सकता है। (850, 1328, 1010, 1402)
megaphone-icon (1049, 128, 1075, 154)
article-dateline: विविध समाचार- (743, 1723, 823, 1739)
press-logo-icon (1243, 2216, 1269, 2243)
vivechana-right (1240, 1378, 1599, 2153)
bangladesh-flag-photo (1240, 1378, 1599, 1580)
list-item: ◇ 1952 - नार्वे की राजधानी ओस्लो में छठे शीतकालीन ओलंपिक खेलों का समापन हुआ। (1229, 323, 1606, 338)
key-points-box (438, 1487, 623, 1857)
footer-site-link[interactable] (837, 2211, 1214, 2248)
bangladesh-flag (1328, 1398, 1398, 1441)
dropcap: श (630, 1733, 672, 1803)
opinion-banner (635, 112, 1214, 172)
subheading: निष्कर्ष (1497, 1980, 1528, 1994)
dateline: गोरखपुर, दिनांक 25 फरवरी 2026 (1309, 77, 1519, 96)
press-logo-icon (51, 2216, 77, 2243)
key-points-title: मुख्य बिंदु (490, 1492, 572, 1517)
page-number: 2 (1527, 42, 1612, 107)
list-item: ◇ 2011 - भारतीय सेना ने झारखंड में 34वें राष्ट्रीय खेलों में 62 स्वर्ण पदकों के साथ पदक तालिका में शीर्ष स्थान बनाए रखा। (1229, 739, 1606, 769)
entertainment-title: मनोरंजन समाचार (182, 812, 488, 867)
dropcap: बॉ (42, 1639, 94, 1708)
dropcap: 2 (46, 291, 88, 375)
list-item: ◇ 1897 - अमरनाथ झा का जन्म हुआ था — भारत के प्रसिद्ध विद्वान, साहित्यकार और शिक्षा शास्त्री। (1229, 850, 1606, 864)
divider (1065, 593, 1172, 594)
editorial-banner: सम्पादकीय (42, 112, 623, 186)
list-item: ● मजबूती: ये ईंटें पारंपरिक कंक्रीट जितनी ही मजबूत और टिकाऊ पाई गई हैं। (850, 1903, 1010, 1958)
press-logo-icon (448, 2216, 474, 2243)
article-text: समान में तैरते रुई जैसे सफेद बादलों को देखकर हमें पवित्रता का अहसास होता है, लेकिन जापान की 'वासेदा यूनिवर्सिटी' के वैज्ञानिकों ने इस भ्रम को तोड़ दिया है। उनके चौंकाने वाले शोध (2023) में पाया गया है कि बादलों के पानी में भी अब माइक्रोप्लास्टिक (Microplastics) घुल चुका है। माउंट फूजी और माउंट ओयामा के शिखरों से लिए गए बादलों के नमूनों में प्लास्टिक के महीन कण मिले हैं। यह खोज पर्यावरण के लिए खतरे की घंटी है। शोधकर्ताओं का कहना है कि ये प्लास्टिक कण हवा में पहुंचते हैं, तो ये सूरज की रोशनी में टूटकर और भी जहरीले हो जाते हैं और 'ग्रीनहाउस गैसों' का उत्सर्जन करते हैं। इसका मतलब है कि जिसे हम 'जीवन देने वाली बारिश' समझते हैं, वह अपने साथ 'प्लास्टिक की बारिश' लेकर आ रही है। प्लास्टिक अब केवल समंदर या जमीन तक सीमित नहीं है, इसने हमारे वायुमंडल को भी दूषित कर दिया है। यह इशारा है कि प्रकृति के चक्र में जहर घोला जा चुका है, जो अब हमारे पीने के पानी और भोजन की थाली में वापस लौट रहा है। (630, 1305, 1024, 1670)
press-logo-icon (845, 2216, 872, 2243)
history-section (1224, 112, 1612, 1156)
